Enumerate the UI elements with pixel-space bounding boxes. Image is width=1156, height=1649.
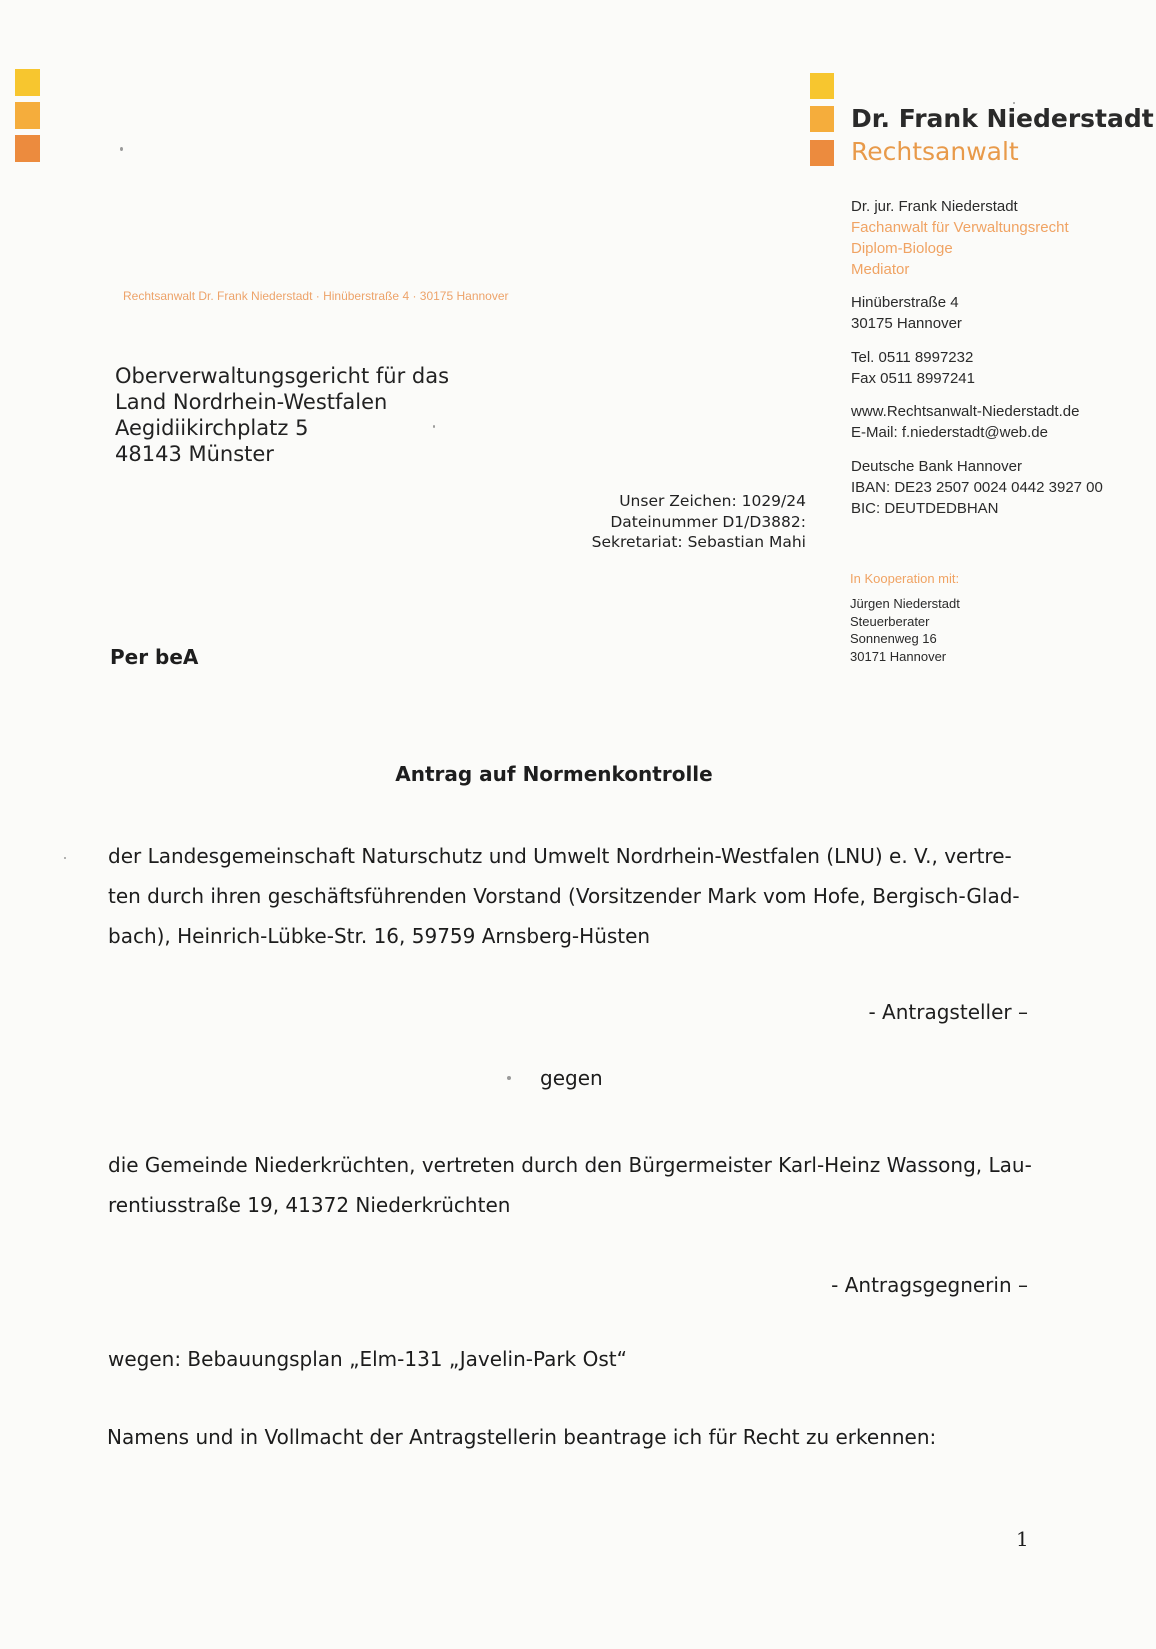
logo-square-yellow (810, 73, 834, 99)
sidebar-bank: Deutsche Bank Hannover (851, 458, 1022, 475)
logo-square-orange (810, 140, 834, 166)
document-heading (0, 762, 1156, 786)
sidebar-city: 30175 Hannover (851, 315, 962, 332)
sidebar-coop-line: Jürgen Niederstadt (850, 596, 960, 611)
recipient-line: 48143 Münster (115, 442, 274, 466)
recipient-address (115, 363, 449, 467)
respondent-paragraph (108, 1145, 1032, 1225)
paragraph-line: der Landesgemeinschaft Naturschutz und Umwelt Nordrhein-Westfalen (LNU) e. V., vertre- (108, 844, 1012, 868)
sidebar-qualification: Fachanwalt für Verwaltungsrecht (851, 219, 1069, 236)
lawyer-title: Rechtsanwalt (851, 137, 1019, 166)
paragraph-line: ten durch ihren geschäftsführenden Vorstand (Vorsitzender Mark vom Hofe, Bergisch-Glad- (108, 884, 1020, 908)
recipient-line: Land Nordrhein-Westfalen (115, 390, 388, 414)
reference-line: Dateinummer D1/D3882: (610, 512, 806, 531)
sidebar-email: E-Mail: f.niederstadt@web.de (851, 424, 1048, 441)
document-heading-text: Antrag auf Normenkontrolle (395, 762, 713, 786)
sidebar-street: Hinüberstraße 4 (851, 294, 959, 311)
applicant-role-label: - Antragsteller – (868, 1000, 1028, 1024)
scan-speck (507, 1076, 511, 1080)
respondent-role-label: - Antragsgegnerin – (831, 1273, 1028, 1297)
applicant-paragraph (108, 836, 1020, 956)
sidebar-fax: Fax 0511 8997241 (851, 370, 975, 387)
sidebar-qualification: Mediator (851, 261, 910, 278)
paragraph-line: bach), Heinrich-Lübke-Str. 16, 59759 Arnsberg-Hüsten (108, 924, 651, 948)
delivery-method: Per beA (110, 645, 199, 669)
sidebar-bic: BIC: DEUTDEDBHAN (851, 500, 999, 517)
recipient-line: Aegidiikirchplatz 5 (115, 416, 309, 440)
sidebar-coop-line: Steuerberater (850, 613, 930, 629)
logo-square-amber (810, 106, 834, 132)
margin-square-amber (15, 102, 40, 129)
reference-line: Sekretariat: Sebastian Mahi (591, 533, 806, 551)
subject-line: wegen: Bebauungsplan „Elm-131 „Javelin-Park Ost“ (108, 1347, 627, 1371)
closing-line: Namens und in Vollmacht der Antragstellerin beantrage ich für Recht zu erkennen: (107, 1425, 937, 1449)
sender-return-address: Rechtsanwalt Dr. Frank Niederstadt · Hinüberstraße 4 · 30175 Hannover (123, 289, 509, 303)
sidebar-tel: Tel. 0511 8997232 (851, 349, 974, 366)
page-number: 1 (1016, 1527, 1029, 1551)
sidebar-coop-line: Sonnenweg 16 (850, 631, 937, 646)
sidebar-coop-label: In Kooperation mit: (850, 571, 960, 586)
sidebar-iban: IBAN: DE23 2507 0024 0442 3927 00 (851, 479, 1103, 496)
scan-speck (64, 857, 66, 859)
scan-speck (433, 425, 435, 428)
paragraph-line: rentiusstraße 19, 41372 Niederkrüchten (108, 1193, 511, 1217)
margin-square-yellow (15, 69, 40, 96)
sidebar-person: Dr. jur. Frank Niederstadt (851, 198, 1018, 215)
lawyer-name: Dr. Frank Niederstadt (851, 104, 1154, 133)
reference-line: Unser Zeichen: 1029/24 (619, 492, 806, 510)
versus-label: gegen (540, 1066, 603, 1090)
sidebar-coop-line: 30171 Hannover (850, 648, 947, 664)
scan-speck (1013, 102, 1015, 104)
recipient-line: Oberverwaltungsgericht für das (115, 364, 450, 388)
paragraph-line: die Gemeinde Niederkrüchten, vertreten durch den Bürgermeister Karl-Heinz Wassong, Lau- (108, 1153, 1032, 1177)
margin-square-orange (15, 135, 40, 162)
sidebar-qualification: Diplom-Biologe (851, 240, 953, 257)
sidebar-website: www.Rechtsanwalt-Niederstadt.de (851, 403, 1080, 420)
scan-speck (120, 147, 123, 151)
